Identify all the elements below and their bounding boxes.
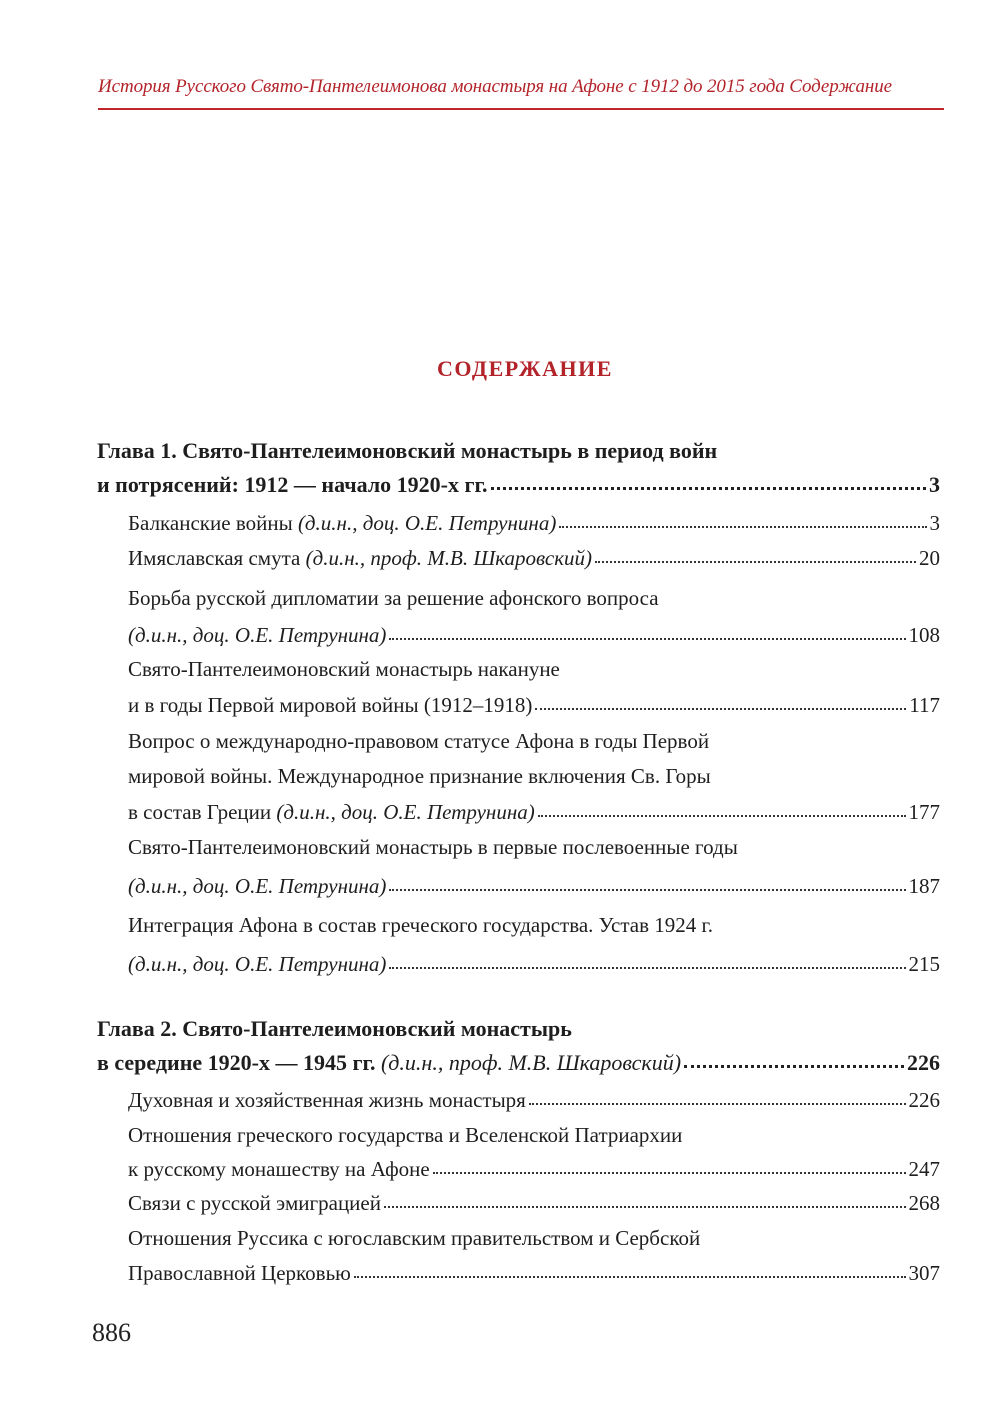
toc-entry-emigration[interactable]: [128, 1190, 940, 1216]
chapter-1-title-line-1[interactable]: Глава 1. Свято-Пантелеимоновский монастырь в период войн: [97, 438, 718, 463]
toc-entry-yugoslavia-line-1[interactable]: Отношения Руссика с югославским правительством и Сербской: [128, 1226, 701, 1250]
entry-page: 108: [908, 623, 940, 647]
entry-author: (д.и.н., проф. М.В. Шкаровский): [305, 546, 593, 570]
page-number: 886: [92, 1318, 131, 1347]
chapter-1-title-text: и потрясений: 1912 — начало 1920-х гг.: [97, 472, 488, 497]
entry-page: 20: [919, 546, 940, 570]
entry-page: 247: [908, 1157, 940, 1181]
toc-entry-ww1-line-1[interactable]: Свято-Пантелеимоновский монастырь накануне: [128, 657, 560, 681]
dot-leader: [433, 1168, 906, 1174]
entry-page: 117: [909, 693, 940, 717]
toc-entry-diplomacy[interactable]: [128, 622, 940, 648]
toc-entry-diplomacy-line-1[interactable]: Борьба русской дипломатии за решение афонского вопроса: [128, 586, 659, 610]
entry-page: 177: [908, 800, 940, 824]
toc-entry-postwar[interactable]: [128, 873, 940, 899]
dot-leader: [389, 885, 905, 891]
entry-author: (д.и.н., доц. О.Е. Петрунина): [128, 623, 387, 647]
entry-page: 215: [908, 952, 940, 976]
entry-text: Православной Церковью: [128, 1261, 351, 1285]
toc-entry-integration[interactable]: [128, 951, 940, 977]
dot-leader: [538, 811, 906, 817]
chapter-2-title-line-1[interactable]: Глава 2. Свято-Пантелеимоновский монастырь: [97, 1016, 572, 1041]
chapter-2-page: 226: [907, 1050, 940, 1075]
dot-leader: [535, 704, 906, 710]
toc-entry-yugoslavia[interactable]: [128, 1260, 940, 1286]
entry-text: Связи с русской эмиграцией: [128, 1191, 381, 1215]
toc-entry-balkan-wars[interactable]: [128, 510, 940, 536]
toc-entry-postwar-line-1[interactable]: Свято-Пантелеимоновский монастырь в первые послевоенные годы: [128, 835, 738, 859]
dot-leader: [384, 1202, 906, 1208]
entry-text: Имяславская смута (д.и.н., проф. М.В. Шкаровский): [128, 546, 593, 570]
toc-entry-status-line-1[interactable]: Вопрос о международно-правовом статусе Афона в годы Первой: [128, 729, 710, 753]
entry-author: (д.и.н., доц. О.Е. Петрунина): [276, 800, 535, 824]
entry-text: к русскому монашеству на Афоне: [128, 1157, 430, 1181]
entry-page: 226: [908, 1088, 940, 1112]
chapter-2-title-line-2[interactable]: [97, 1050, 940, 1076]
dot-leader: [595, 557, 916, 563]
toc-entry-patriarchate[interactable]: [128, 1156, 940, 1182]
toc-entry-patriarchate-line-1[interactable]: Отношения греческого государства и Вселенской Патриархии: [128, 1123, 683, 1147]
dot-leader: [354, 1272, 906, 1278]
entry-page: 268: [908, 1191, 940, 1215]
toc-entry-status[interactable]: [128, 799, 940, 825]
toc-entry-ww1[interactable]: [128, 692, 940, 718]
chapter-2-title-text: в середине 1920-х — 1945 гг. (д.и.н., проф. М.В. Шкаровский): [97, 1050, 682, 1075]
running-head: История Русского Свято-Пантелеимонова монастыря на Афоне с 1912 до 2015 года Содержание: [98, 76, 892, 97]
dot-leader: [389, 963, 905, 969]
dot-leader: [684, 1061, 904, 1068]
entry-author: (д.и.н., доц. О.Е. Петрунина): [297, 511, 557, 535]
chapter-2-author: (д.и.н., проф. М.В. Шкаровский): [380, 1050, 682, 1075]
chapter-1-title-line-2[interactable]: [97, 472, 940, 498]
entry-page: 187: [908, 874, 940, 898]
dot-leader: [389, 634, 905, 640]
entry-author: (д.и.н., доц. О.Е. Петрунина): [128, 952, 387, 976]
header-rule: [98, 108, 944, 110]
entry-page: 307: [908, 1261, 940, 1285]
dot-leader: [559, 522, 926, 528]
toc-entry-spiritual-life[interactable]: [128, 1087, 940, 1113]
entry-text: и в годы Первой мировой войны (1912–1918): [128, 693, 533, 717]
dot-leader: [491, 483, 927, 490]
toc-title: СОДЕРЖАНИЕ: [437, 356, 613, 381]
entry-text: Духовная и хозяйственная жизнь монастыря: [128, 1088, 526, 1112]
toc-entry-integration-line-1[interactable]: Интеграция Афона в состав греческого государства. Устав 1924 г.: [128, 913, 713, 937]
toc-entry-status-line-2[interactable]: мировой войны. Международное признание включения Св. Горы: [128, 764, 711, 788]
dot-leader: [529, 1099, 906, 1105]
entry-page: 3: [929, 511, 940, 535]
entry-author: (д.и.н., доц. О.Е. Петрунина): [128, 874, 387, 898]
entry-text: в состав Греции (д.и.н., доц. О.Е. Петрунина): [128, 800, 535, 824]
chapter-1-page: 3: [929, 472, 940, 497]
toc-entry-imyaslavie[interactable]: [128, 545, 940, 571]
entry-text: Балканские войны (д.и.н., доц. О.Е. Петрунина): [128, 511, 557, 535]
